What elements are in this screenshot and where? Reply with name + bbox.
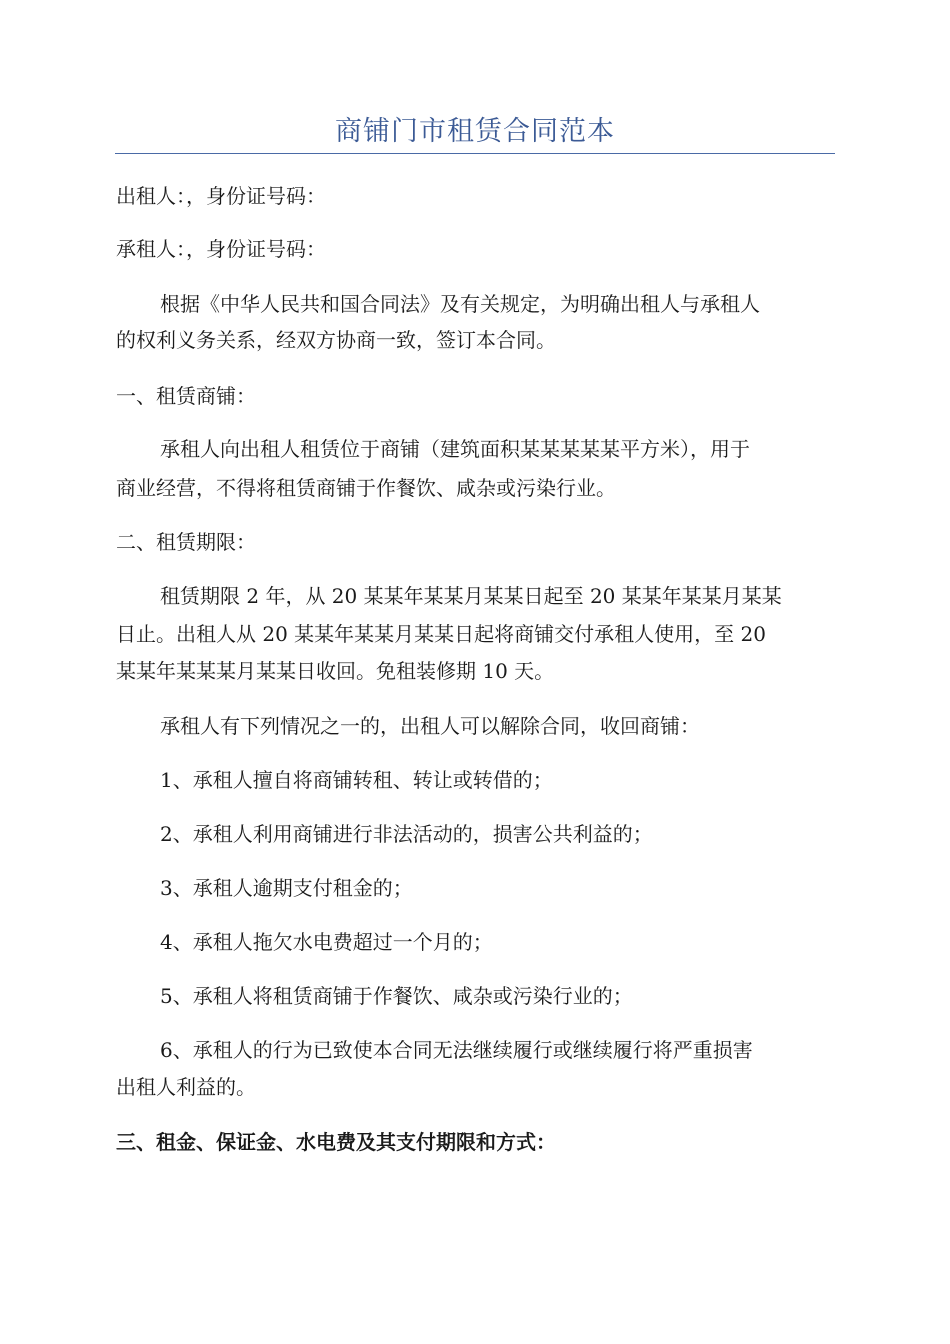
termination-item: 2、承租人利用商铺进行非法活动的，损害公共利益的；	[160, 822, 653, 846]
section-heading-premises: 一、租赁商铺：	[116, 384, 256, 408]
title-underline	[115, 153, 835, 154]
termination-intro: 承租人有下列情况之一的，出租人可以解除合同，收回商铺：	[160, 714, 700, 738]
section-heading-rent: 三、租金、保证金、水电费及其支付期限和方式：	[116, 1130, 556, 1154]
premises-line: 承租人向出租人租赁位于商铺（建筑面积某某某某某平方米），用于	[160, 437, 750, 461]
termination-item: 6、承租人的行为已致使本合同无法继续履行或继续履行将严重损害	[160, 1038, 753, 1062]
document-title: 商铺门市租赁合同范本	[335, 116, 615, 147]
lessor-line: 出租人：，身份证号码：	[116, 184, 326, 208]
termination-item: 1、承租人擅自将商铺转租、转让或转借的；	[160, 768, 553, 792]
lessee-line: 承租人：，身份证号码：	[116, 237, 326, 261]
termination-item: 5、承租人将租赁商铺于作餐饮、咸杂或污染行业的；	[160, 984, 633, 1008]
section-heading-term: 二、租赁期限：	[116, 530, 256, 554]
termination-item: 4、承租人拖欠水电费超过一个月的；	[160, 930, 493, 954]
preamble-line: 的权利义务关系，经双方协商一致，签订本合同。	[116, 328, 556, 352]
termination-item: 出租人利益的。	[116, 1075, 256, 1099]
termination-item: 3、承租人逾期支付租金的；	[160, 876, 413, 900]
premises-line: 商业经营，不得将租赁商铺于作餐饮、咸杂或污染行业。	[116, 476, 616, 500]
term-line: 某某年某某某月某某日收回。免租装修期 10 天。	[116, 659, 555, 683]
preamble-line: 根据《中华人民共和国合同法》及有关规定，为明确出租人与承租人	[160, 292, 760, 316]
term-line: 租赁期限 2 年，从 20 某某年某某月某某日起至 20 某某年某某月某某	[160, 584, 782, 608]
term-line: 日止。出租人从 20 某某年某某月某某日起将商铺交付承租人使用，至 20	[116, 622, 766, 646]
